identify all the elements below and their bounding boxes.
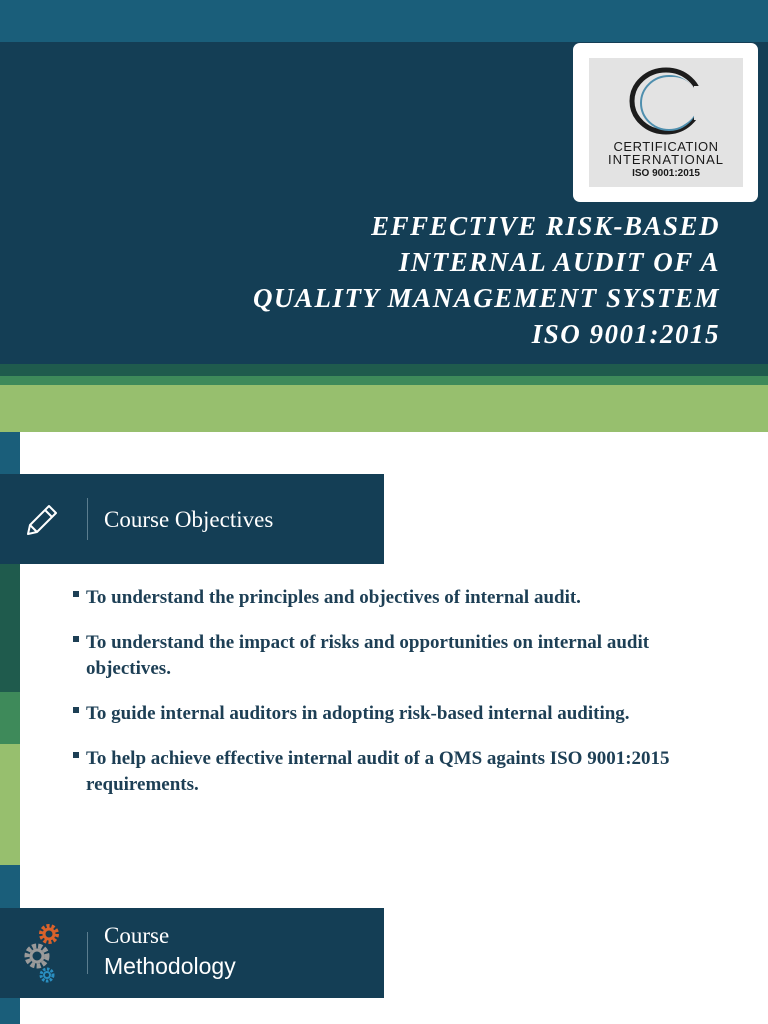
section-divider (87, 932, 88, 974)
page-title (160, 208, 720, 352)
side-accent (0, 563, 20, 692)
logo-text-certification: CERTIFICATION (613, 139, 719, 154)
side-accent (0, 692, 20, 744)
side-accent (0, 432, 20, 474)
gears-icon (18, 920, 68, 988)
header-stripe-green (0, 376, 768, 385)
objectives-list (72, 585, 712, 817)
course-objectives-label: Course Objectives (104, 507, 274, 532)
gear-gray-icon (27, 946, 47, 966)
section-divider (87, 498, 88, 540)
title-line-2: INTERNAL AUDIT OF A (398, 247, 720, 277)
side-accent (0, 744, 20, 865)
side-accent (0, 997, 20, 1024)
course-methodology-label-line1: Course (104, 923, 170, 948)
header-stripe-light-green (0, 385, 768, 432)
title-line-3: QUALITY MANAGEMENT SYSTEM (252, 283, 720, 313)
list-item: To help achieve effective internal audit of a QMS againts ISO 9001:2015 requirements. (72, 746, 712, 798)
side-accent (0, 865, 20, 908)
course-methodology-header (0, 908, 384, 998)
logo-card (573, 43, 758, 202)
gear-orange-icon (41, 926, 57, 942)
list-item: To guide internal auditors in adopting risk-based internal auditing. (72, 701, 712, 727)
list-item: To understand the principles and objectives of internal audit. (72, 585, 712, 611)
course-objectives-header (0, 474, 384, 564)
top-bar (0, 0, 768, 42)
logo-text-iso: ISO 9001:2015 (632, 168, 700, 179)
title-line-1: EFFECTIVE RISK-BASED (371, 211, 720, 241)
gear-blue-icon (41, 969, 53, 981)
logo-text-international: INTERNATIONAL (607, 152, 725, 167)
title-line-4: ISO 9001:2015 (531, 319, 720, 349)
pencil-icon (24, 502, 60, 538)
list-item: To understand the impact of risks and opportunities on internal audit objectives. (72, 630, 712, 682)
course-methodology-label-line2: Methodology (104, 953, 236, 979)
header-stripe-dark-green (0, 364, 768, 376)
certification-logo (589, 58, 743, 187)
